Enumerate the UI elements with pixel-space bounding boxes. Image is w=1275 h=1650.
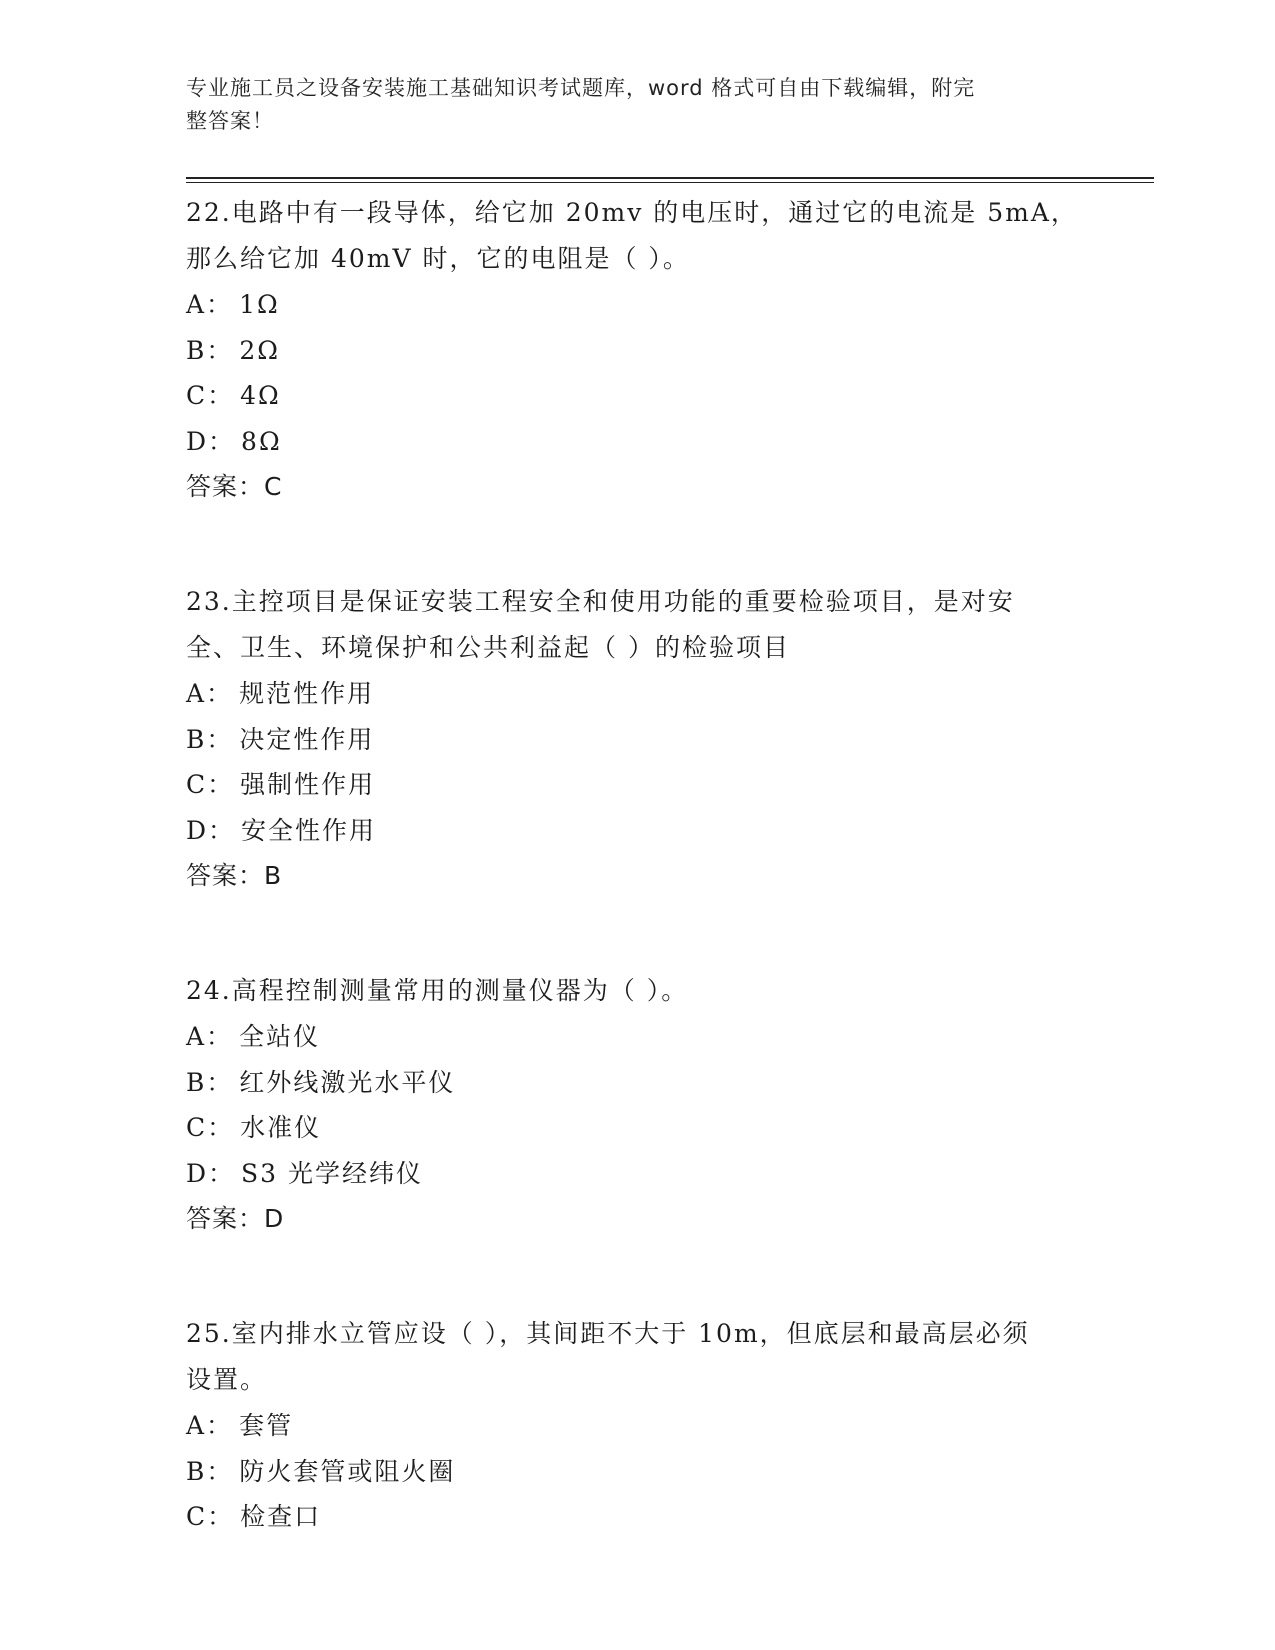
option-key: C： xyxy=(186,381,235,410)
option-text: 防火套管或阻火圈 xyxy=(239,1456,456,1486)
option-key: C： xyxy=(186,1113,235,1142)
option-a xyxy=(186,1403,1086,1449)
question-stem-line: 24.高程控制测量常用的测量仪器为（ ）。 xyxy=(186,976,689,1005)
option-key: A： xyxy=(186,679,234,708)
option-text: S3 光学经纬仪 xyxy=(241,1158,424,1188)
answer-line: 答案：B xyxy=(186,861,283,890)
answer-line: 答案：D xyxy=(186,1204,285,1233)
option-text: 8Ω xyxy=(241,426,282,456)
question-23 xyxy=(186,579,1086,899)
option-text: 4Ω xyxy=(240,381,281,410)
option-b xyxy=(186,328,1086,374)
question-stem-line: 23.主控项目是保证安装工程安全和使用功能的重要检验项目，是对安 xyxy=(186,587,1015,616)
option-key: C： xyxy=(186,770,235,799)
option-a xyxy=(186,1014,1086,1060)
option-key: A： xyxy=(186,1411,234,1440)
answer-line: 答案：C xyxy=(186,472,283,501)
option-key: C： xyxy=(186,1502,235,1531)
document-header xyxy=(186,72,1066,138)
option-key: D： xyxy=(186,1158,236,1188)
question-stem-line: 设置。 xyxy=(186,1365,268,1394)
option-d xyxy=(186,1151,1086,1197)
option-text: 1Ω xyxy=(239,290,280,319)
option-text: 红外线激光水平仪 xyxy=(239,1067,456,1097)
option-key: A： xyxy=(186,1022,234,1051)
option-c xyxy=(186,762,1086,808)
option-text: 水准仪 xyxy=(240,1113,322,1142)
question-22 xyxy=(186,190,1086,510)
option-c xyxy=(186,373,1086,419)
option-key: B： xyxy=(186,1067,234,1097)
question-stem-line: 全、卫生、环境保护和公共利益起（ ）的检验项目 xyxy=(186,633,790,662)
option-c xyxy=(186,1105,1086,1151)
option-a xyxy=(186,671,1086,717)
option-text: 安全性作用 xyxy=(241,815,377,845)
option-key: D： xyxy=(186,426,236,456)
option-text: 套管 xyxy=(239,1411,294,1440)
option-text: 规范性作用 xyxy=(239,679,375,708)
option-b xyxy=(186,1060,1086,1106)
option-b xyxy=(186,717,1086,763)
option-b xyxy=(186,1449,1086,1495)
header-divider-thick xyxy=(186,177,1154,179)
option-a xyxy=(186,282,1086,328)
question-stem-line: 22.电路中有一段导体，给它加 20mv 的电压时，通过它的电流是 5mA， xyxy=(186,198,1078,227)
option-d xyxy=(186,419,1086,465)
question-stem-line: 25.室内排水立管应设（ ），其间距不大于 10m，但底层和最高层必须 xyxy=(186,1319,1030,1348)
option-text: 2Ω xyxy=(239,335,281,365)
option-text: 检查口 xyxy=(240,1502,322,1531)
question-stem-line: 那么给它加 40mV 时，它的电阻是（ ）。 xyxy=(186,244,690,273)
option-key: A： xyxy=(186,290,234,319)
option-key: D： xyxy=(186,815,236,845)
option-c xyxy=(186,1494,1086,1540)
option-text: 强制性作用 xyxy=(240,770,376,799)
option-key: B： xyxy=(186,335,234,365)
question-24 xyxy=(186,968,1086,1242)
option-text: 决定性作用 xyxy=(239,724,375,754)
header-divider-thin xyxy=(186,182,1154,183)
header-line-1: 专业施工员之设备安装施工基础知识考试题库，word 格式可自由下载编辑，附完 xyxy=(186,76,976,100)
header-line-2: 整答案！ xyxy=(186,109,274,133)
option-text: 全站仪 xyxy=(239,1022,321,1051)
option-key: B： xyxy=(186,724,234,754)
question-list xyxy=(186,190,1086,1540)
option-key: B： xyxy=(186,1456,234,1486)
question-25 xyxy=(186,1311,1086,1540)
option-d xyxy=(186,808,1086,854)
